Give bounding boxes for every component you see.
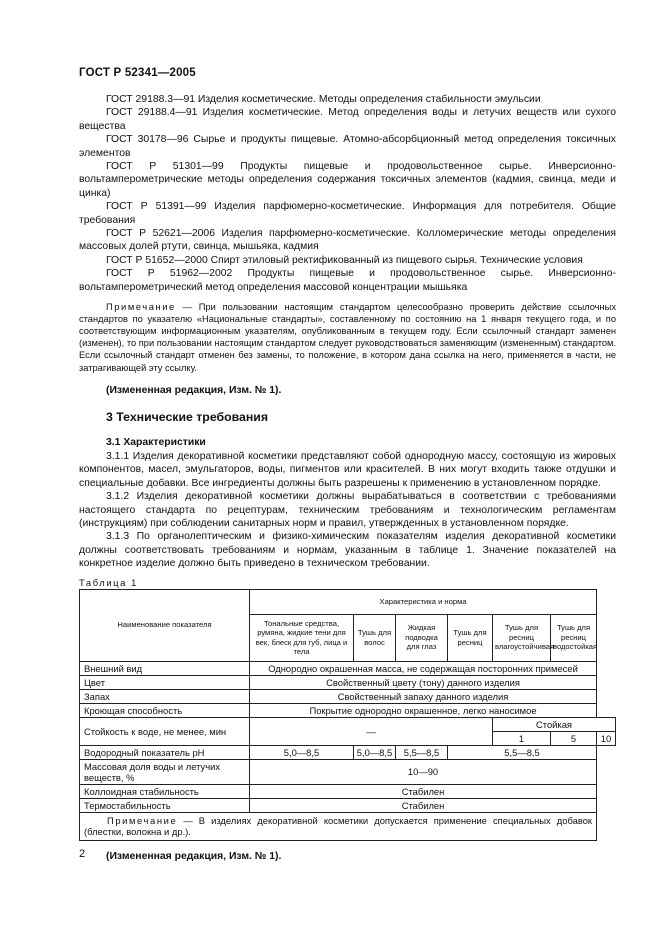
reference-item: ГОСТ Р 52621—2006 Изделия парфюмерно-косметические. Колломерические методы определения массовых долей ртути, свинца, мышьяка, кадмия <box>79 228 616 253</box>
indicator-name: Коллоидная стабильность <box>80 784 250 798</box>
page-body <box>79 93 616 863</box>
reference-item: ГОСТ 29188.3—91 Изделия косметические. Методы определения стабильности эмульсии <box>106 94 541 105</box>
reference-item: ГОСТ Р 51301—99 Продукты пищевые и продовольственное сырье. Инверсионно-вольтамперометрические методы определения содержания токсичных элементов (кадмия, свинца, меди и цинка) <box>79 161 616 199</box>
indicator-value: Свойственный запаху данного изделия <box>250 689 597 703</box>
indicator-name: Стойкость к воде, не менее, мин <box>80 717 250 745</box>
requirements-table <box>79 589 616 841</box>
amendment-mark: (Измененная редакция, Изм. № 1). <box>106 384 282 396</box>
indicator-name: Массовая доля воды и летучих веществ, % <box>80 759 250 784</box>
table-row <box>80 717 616 731</box>
indicator-value: 1 <box>493 731 551 745</box>
indicator-name: Водородный показатель pH <box>80 745 250 759</box>
subsection-title: 3.1 Характеристики <box>106 437 206 449</box>
indicator-value: 5,0—8,5 <box>250 745 354 759</box>
indicator-name: Кроющая способность <box>80 703 250 717</box>
table-row <box>80 661 616 675</box>
header-group: Характеристика и норма <box>250 589 597 614</box>
indicator-name: Цвет <box>80 675 250 689</box>
table-note <box>80 812 597 840</box>
note-text: — При пользовании настоящим стандартом целесообразно проверить действие ссылочных стандартов по указателю «Национальные стандарты», составленному по состоянию на 1 января текущего года, и по соответствующим информационным указателям, опубликованным в текущем году. Если ссылочный стандарт заменен (изменен), то при пользовании настоящим стандартом следует руководствоваться заменяющим (измененным) стандартом. Если ссылочный стандарт отменен без замены, то положение, в котором дана ссылка на него, применяется в части, не затрагивающей эту ссылку. <box>79 302 616 373</box>
indicator-value: — <box>250 717 493 745</box>
header-column: Жидкая подводка для глаз <box>396 614 448 661</box>
note-label: Примечание <box>106 302 176 313</box>
indicator-value: Стойкая <box>493 717 616 731</box>
section-title: 3 Технические требования <box>106 410 268 425</box>
indicator-value: 10—90 <box>250 759 597 784</box>
header-column: Тушь для ресниц водостойкая <box>551 614 597 661</box>
note-text: — В изделиях декоративной косметики допускается применение специальных добавок (блестки, волокна и др.). <box>84 814 593 838</box>
table-row <box>80 759 616 784</box>
reference-item: ГОСТ 29188.4—91 Изделия косметические. Метод определения воды и летучих веществ или сухого вещества <box>79 107 616 132</box>
table-header-row <box>80 589 616 614</box>
indicator-value: 5,5—8,5 <box>396 745 448 759</box>
indicator-value: Покрытие однородно окрашенное, легко наносимое <box>250 703 597 717</box>
indicator-name: Термостабильность <box>80 798 250 812</box>
header-column: Тушь для волос <box>354 614 396 661</box>
reference-item: ГОСТ Р 51391—99 Изделия парфюмерно-косметические. Информация для потребителя. Общие требования <box>79 201 616 226</box>
table-note-row <box>80 812 616 840</box>
table-caption: Таблица 1 <box>79 576 138 588</box>
indicator-value: 5,0—8,5 <box>354 745 396 759</box>
table-row <box>80 703 616 717</box>
reference-item: ГОСТ Р 51652—2000 Спирт этиловый ректификованный из пищевого сырья. Технические условия <box>106 254 583 266</box>
header-column: Тушь для ресниц влагоустойчивая <box>493 614 551 661</box>
paragraph: 3.1.1 Изделия декоративной косметики представляют собой однородную массу, состоящую из жировых компонентов, масел, эмульгаторов, воды, пигментов или красителей. В них могут входить также отдушки и специальные добавки. Все ингредиенты должны быть разрешены к применению в установленном порядке. <box>79 450 616 489</box>
header-indicator: Наименование показателя <box>80 589 250 661</box>
paragraph: 3.1.2 Изделия декоративной косметики должны вырабатываться в соответствии с требованиями настоящего стандарта по рецептурам, техническим требованиям и технологическим регламентам (инструкциям) при соблюдении санитарных норм и правил, утвержденных в установленном порядке. <box>79 491 616 529</box>
table-row <box>80 689 616 703</box>
table-row <box>80 784 616 798</box>
table-row <box>80 745 616 759</box>
table-row <box>80 675 616 689</box>
indicator-value: 10 <box>597 731 616 745</box>
indicator-value: Стабилен <box>250 798 597 812</box>
indicator-value: Однородно окрашенная масса, не содержащая посторонних примесей <box>250 661 597 675</box>
note-label: Примечание <box>107 814 178 826</box>
indicator-value: 5 <box>551 731 597 745</box>
document-header: ГОСТ Р 52341—2005 <box>79 67 196 79</box>
indicator-value: Стабилен <box>250 784 597 798</box>
indicator-name: Запах <box>80 689 250 703</box>
references-note <box>79 301 616 374</box>
reference-item: ГОСТ Р 51962—2002 Продукты пищевые и продовольственное сырье. Инверсионно-вольтамперометрический метод определения массовой концентрации мышьяка <box>79 268 616 293</box>
header-column: Тушь для ресниц <box>448 614 493 661</box>
header-column: Тональные средства, румяна, жидкие тени для век, блеск для губ, лица и тела <box>250 614 354 661</box>
indicator-value: Свойственный цвету (тону) данного изделия <box>250 675 597 689</box>
amendment-mark: (Измененная редакция, Изм. № 1). <box>106 850 282 862</box>
page-number: 2 <box>79 848 86 860</box>
paragraph: 3.1.3 По органолептическим и физико-химическим показателям изделия декоративной косметики должны соответствовать требованиям и нормам, указанным в таблице 1. Значение показателей на конкретное изделие должно быть приведено в техническом требовании. <box>79 531 616 570</box>
table-row <box>80 798 616 812</box>
indicator-name: Внешний вид <box>80 661 250 675</box>
indicator-value: 5,5—8,5 <box>448 745 597 759</box>
reference-item: ГОСТ 30178—96 Сырье и продукты пищевые. Атомно-абсорбционный метод определения токсичных элементов <box>79 134 616 159</box>
